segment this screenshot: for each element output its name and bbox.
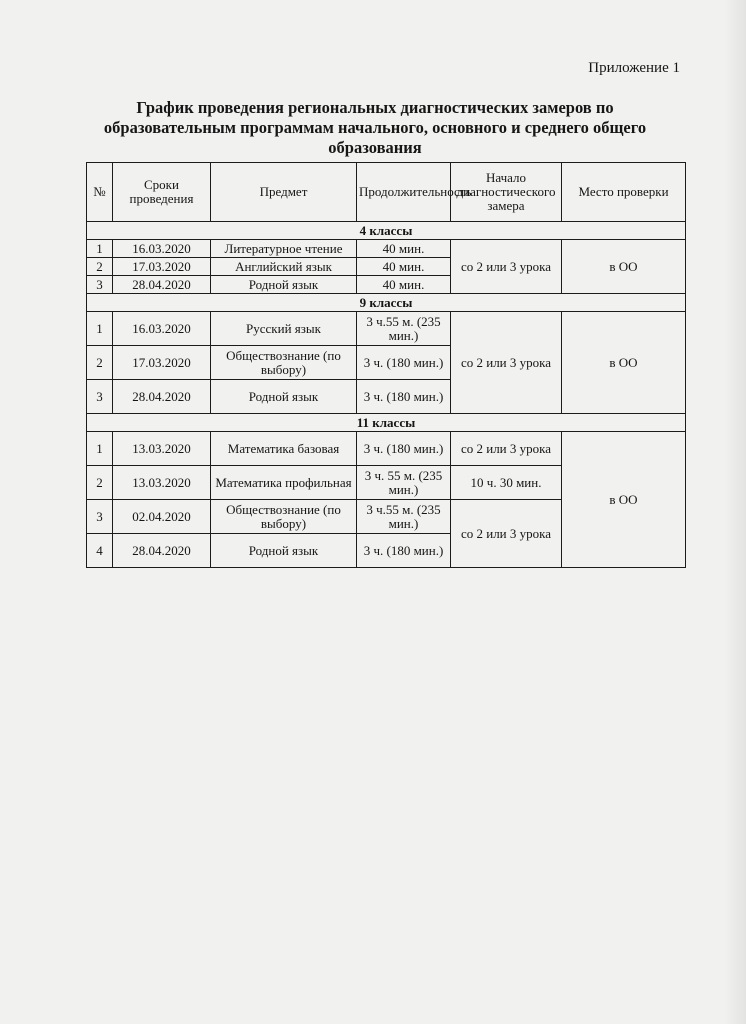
appendix-label: Приложение 1 <box>588 60 680 76</box>
cell-subject: Родной язык <box>211 276 357 294</box>
cell-date: 28.04.2020 <box>113 276 211 294</box>
cell-duration: 3 ч.55 м. (235 мин.) <box>357 312 451 346</box>
table-row <box>87 432 686 466</box>
cell-num: 3 <box>87 380 113 414</box>
cell-date: 13.03.2020 <box>113 432 211 466</box>
cell-start: со 2 или 3 урока <box>451 432 562 466</box>
table-header-row <box>87 163 686 222</box>
cell-date: 13.03.2020 <box>113 466 211 500</box>
cell-subject: Родной язык <box>211 380 357 414</box>
schedule-table <box>86 162 686 568</box>
cell-num: 1 <box>87 432 113 466</box>
header-subject: Предмет <box>211 163 357 222</box>
header-dates: Сроки проведения <box>113 163 211 222</box>
cell-num: 4 <box>87 534 113 568</box>
cell-date: 17.03.2020 <box>113 346 211 380</box>
cell-place-grade9: в ОО <box>562 312 686 414</box>
document-title: График проведения региональных диагностических замеров по образовательным программам начального, основного и среднего общего образования <box>103 98 647 157</box>
section-label-grade11: 11 классы <box>87 414 686 432</box>
cell-duration: 3 ч. (180 мин.) <box>357 346 451 380</box>
cell-subject: Родной язык <box>211 534 357 568</box>
section-label-grade4: 4 классы <box>87 222 686 240</box>
section-row-grade9 <box>87 294 686 312</box>
cell-start-grade11-late: со 2 или 3 урока <box>451 500 562 568</box>
cell-date: 02.04.2020 <box>113 500 211 534</box>
cell-duration: 3 ч. (180 мин.) <box>357 380 451 414</box>
cell-subject: Русский язык <box>211 312 357 346</box>
cell-subject: Математика базовая <box>211 432 357 466</box>
cell-subject: Английский язык <box>211 258 357 276</box>
cell-num: 3 <box>87 276 113 294</box>
cell-duration: 40 мин. <box>357 258 451 276</box>
cell-num: 2 <box>87 466 113 500</box>
cell-date: 16.03.2020 <box>113 312 211 346</box>
cell-date: 17.03.2020 <box>113 258 211 276</box>
header-place: Место проверки <box>562 163 686 222</box>
table-row <box>87 312 686 346</box>
cell-num: 2 <box>87 346 113 380</box>
cell-duration: 3 ч. 55 м. (235 мин.) <box>357 466 451 500</box>
cell-subject: Математика профильная <box>211 466 357 500</box>
cell-duration: 40 мин. <box>357 276 451 294</box>
cell-duration: 40 мин. <box>357 240 451 258</box>
cell-date: 28.04.2020 <box>113 534 211 568</box>
cell-subject: Литературное чтение <box>211 240 357 258</box>
cell-subject: Обществознание (по выбору) <box>211 346 357 380</box>
section-row-grade4 <box>87 222 686 240</box>
cell-num: 1 <box>87 312 113 346</box>
cell-num: 3 <box>87 500 113 534</box>
cell-num: 1 <box>87 240 113 258</box>
header-start: Начало диагностического замера <box>451 163 562 222</box>
table-row <box>87 240 686 258</box>
header-duration: Продолжительность <box>357 163 451 222</box>
cell-start: 10 ч. 30 мин. <box>451 466 562 500</box>
cell-place-grade11: в ОО <box>562 432 686 568</box>
cell-date: 28.04.2020 <box>113 380 211 414</box>
cell-date: 16.03.2020 <box>113 240 211 258</box>
cell-start-grade9: со 2 или 3 урока <box>451 312 562 414</box>
cell-place-grade4: в ОО <box>562 240 686 294</box>
cell-num: 2 <box>87 258 113 276</box>
cell-duration: 3 ч. (180 мин.) <box>357 534 451 568</box>
cell-duration: 3 ч.55 м. (235 мин.) <box>357 500 451 534</box>
cell-start-grade4: со 2 или 3 урока <box>451 240 562 294</box>
cell-subject: Обществознание (по выбору) <box>211 500 357 534</box>
section-row-grade11 <box>87 414 686 432</box>
scan-shadow <box>724 0 746 1024</box>
header-num: № <box>87 163 113 222</box>
cell-duration: 3 ч. (180 мин.) <box>357 432 451 466</box>
section-label-grade9: 9 классы <box>87 294 686 312</box>
